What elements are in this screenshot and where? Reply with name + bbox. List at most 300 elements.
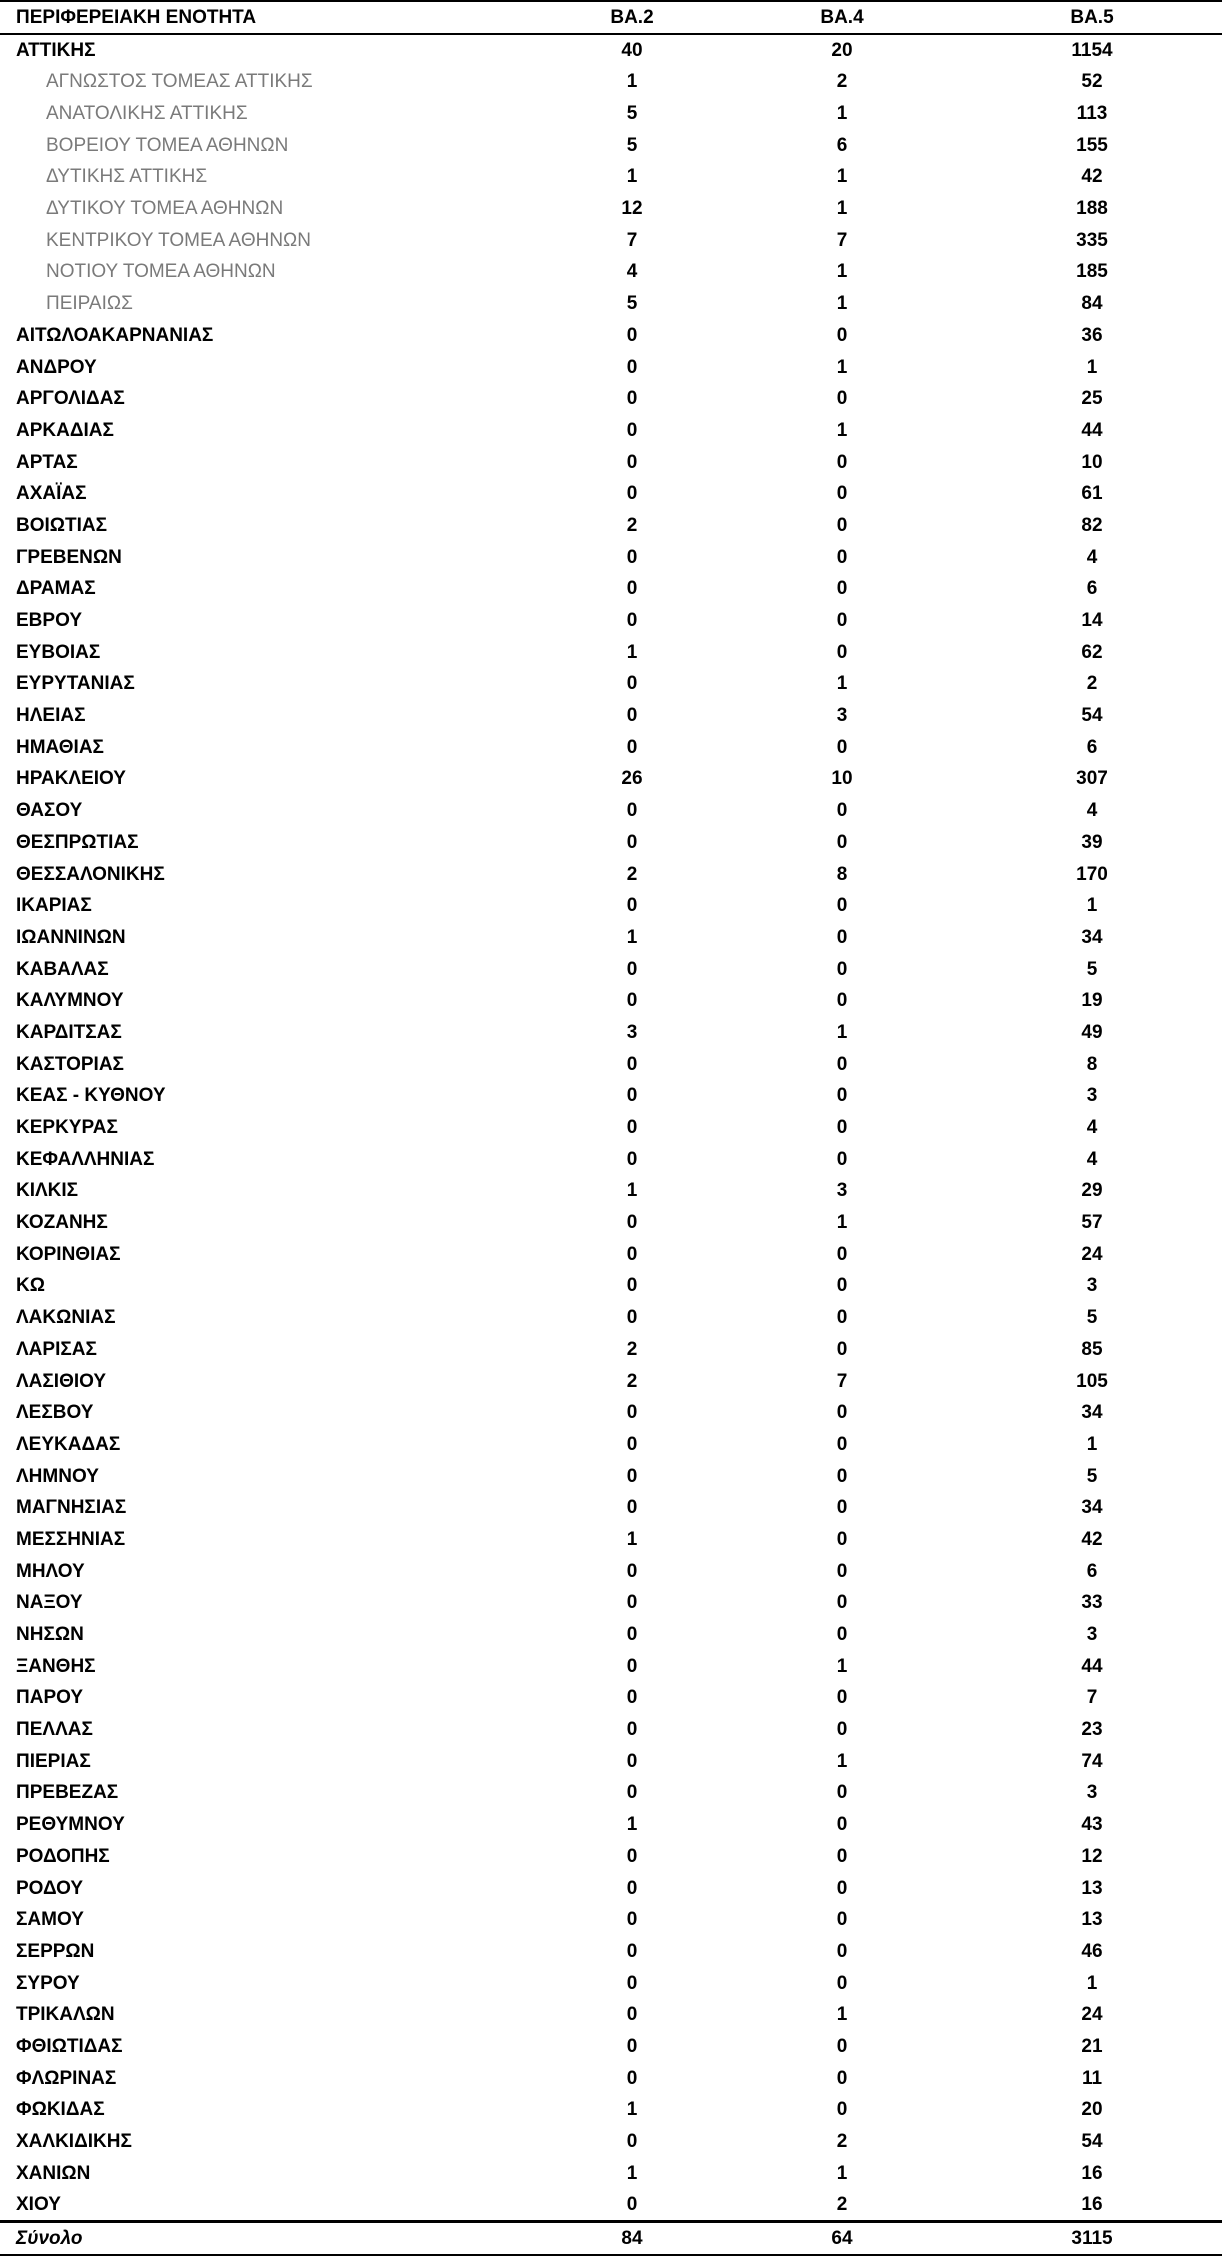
count-ba4: 0: [836, 1814, 848, 1836]
count-ba5: 24: [1081, 2004, 1103, 2026]
region-name: ΛΗΜΝΟΥ: [16, 1465, 99, 1487]
count-ba5: 33: [1081, 1592, 1103, 1614]
count-ba5: 5: [1086, 1307, 1098, 1329]
count-ba5: 6: [1086, 578, 1098, 600]
count-ba2: 0: [626, 1497, 638, 1519]
count-ba5: 16: [1081, 2194, 1103, 2216]
count-ba2: 1: [626, 1528, 638, 1550]
count-ba5: 4: [1086, 546, 1098, 568]
region-name: ΔΡΑΜΑΣ: [16, 578, 96, 600]
count-ba4: 0: [836, 1972, 848, 1994]
count-ba4: 1: [836, 261, 848, 283]
count-ba5: 307: [1076, 768, 1108, 790]
region-name: ΧΙΟΥ: [16, 2194, 61, 2216]
count-ba2: 0: [626, 1243, 638, 1265]
count-ba5: 74: [1081, 1750, 1103, 1772]
table-row: [0, 573, 1222, 605]
region-name: ΘΕΣΣΑΛΟΝΙΚΗΣ: [16, 863, 165, 885]
region-name: ΡΕΘΥΜΝΟΥ: [16, 1814, 125, 1836]
count-ba2: 0: [626, 1433, 638, 1455]
table-row: [0, 1334, 1222, 1366]
table-row: [0, 1302, 1222, 1334]
table-row: [0, 731, 1222, 763]
table-row: [0, 1175, 1222, 1207]
count-ba4: 0: [836, 1433, 848, 1455]
count-ba2: 5: [626, 103, 638, 125]
count-ba2: 0: [626, 578, 638, 600]
count-ba5: 5: [1086, 1465, 1098, 1487]
count-ba5: 4: [1086, 1117, 1098, 1139]
region-name: ΧΑΛΚΙΔΙΚΗΣ: [16, 2131, 132, 2153]
total-ba2: 84: [621, 2228, 643, 2250]
region-name: ΣΥΡΟΥ: [16, 1972, 80, 1994]
count-ba5: 54: [1081, 705, 1103, 727]
count-ba4: 0: [836, 736, 848, 758]
count-ba4: 0: [836, 926, 848, 948]
count-ba2: 0: [626, 1687, 638, 1709]
table-row: [0, 2189, 1222, 2222]
count-ba4: 3: [836, 1180, 848, 1202]
count-ba5: 44: [1081, 1655, 1103, 1677]
table-subrow: [0, 256, 1222, 288]
count-ba2: 0: [626, 2035, 638, 2057]
count-ba5: 42: [1081, 166, 1103, 188]
region-name: ΦΘΙΩΤΙΔΑΣ: [16, 2035, 123, 2057]
count-ba4: 0: [836, 1940, 848, 1962]
count-ba2: 40: [621, 40, 643, 61]
region-name: ΧΑΝΙΩΝ: [16, 2162, 91, 2184]
count-ba2: 0: [626, 1750, 638, 1772]
region-name: ΚΕΦΑΛΛΗΝΙΑΣ: [16, 1148, 155, 1170]
count-ba4: 0: [836, 1782, 848, 1804]
table-row: [0, 1429, 1222, 1461]
total-ba5: 3115: [1071, 2228, 1113, 2250]
region-name: ΚΕΡΚΥΡΑΣ: [16, 1117, 118, 1139]
count-ba2: 4: [626, 261, 638, 283]
count-ba4: 1: [836, 293, 848, 315]
count-ba2: 1: [626, 1180, 638, 1202]
region-name: ΝΑΞΟΥ: [16, 1592, 83, 1614]
table-row: [0, 541, 1222, 573]
count-ba5: 12: [1081, 1845, 1103, 1867]
count-ba2: 0: [626, 1719, 638, 1741]
count-ba4: 7: [836, 1370, 848, 1392]
table-row: [0, 1017, 1222, 1049]
count-ba5: 82: [1081, 514, 1103, 536]
count-ba2: 0: [626, 1117, 638, 1139]
count-ba4: 2: [836, 2194, 848, 2216]
table-row: [0, 2157, 1222, 2189]
table-row: [0, 1714, 1222, 1746]
region-name: ΚΟΖΑΝΗΣ: [16, 1212, 108, 1234]
region-name: ΞΑΝΘΗΣ: [16, 1655, 96, 1677]
count-ba5: 34: [1081, 926, 1103, 948]
table-row: [0, 1048, 1222, 1080]
region-name: ΑΡΤΑΣ: [16, 451, 78, 473]
count-ba4: 0: [836, 990, 848, 1012]
count-ba5: 11: [1081, 2067, 1103, 2089]
count-ba4: 1: [836, 2162, 848, 2184]
count-ba2: 0: [626, 990, 638, 1012]
table-row: [0, 922, 1222, 954]
count-ba5: 113: [1076, 103, 1108, 125]
header-ba2: BA.2: [610, 7, 654, 28]
count-ba2: 0: [626, 705, 638, 727]
count-ba2: 0: [626, 1845, 638, 1867]
count-ba4: 0: [836, 1085, 848, 1107]
count-ba2: 0: [626, 895, 638, 917]
count-ba2: 1: [626, 1814, 638, 1836]
count-ba5: 4: [1086, 800, 1098, 822]
region-name: ΘΕΣΠΡΩΤΙΑΣ: [16, 831, 139, 853]
count-ba5: 39: [1081, 831, 1103, 853]
region-name: ΘΑΣΟΥ: [16, 800, 83, 822]
count-ba4: 1: [836, 166, 848, 188]
table-row: [0, 1904, 1222, 1936]
count-ba5: 13: [1081, 1877, 1103, 1899]
table-row: [0, 1112, 1222, 1144]
count-ba2: 0: [626, 1655, 638, 1677]
table-row: [0, 1619, 1222, 1651]
count-ba4: 0: [836, 958, 848, 980]
table-row: [0, 1080, 1222, 1112]
table-row: [0, 1365, 1222, 1397]
region-name: ΠΡΕΒΕΖΑΣ: [16, 1782, 119, 1804]
region-name: ΑΙΤΩΛΟΑΚΑΡΝΑΝΙΑΣ: [16, 324, 214, 346]
count-ba4: 0: [836, 1275, 848, 1297]
count-ba2: 0: [626, 1782, 638, 1804]
count-ba5: 8: [1086, 1053, 1098, 1075]
region-name: ΚΑΣΤΟΡΙΑΣ: [16, 1053, 124, 1075]
region-name: ΝΟΤΙΟΥ ΤΟΜΕΑ ΑΘΗΝΩΝ: [46, 261, 276, 283]
count-ba2: 0: [626, 958, 638, 980]
count-ba4: 0: [836, 831, 848, 853]
count-ba5: 49: [1081, 1021, 1103, 1043]
region-name: ΑΧΑΪΑΣ: [16, 483, 87, 505]
region-name: ΣΑΜΟΥ: [16, 1909, 84, 1931]
count-ba2: 1: [626, 2099, 638, 2121]
count-ba4: 1: [836, 419, 848, 441]
count-ba5: 105: [1076, 1370, 1108, 1392]
count-ba5: 6: [1086, 1560, 1098, 1582]
count-ba2: 0: [626, 1877, 638, 1899]
region-name: ΠΑΡΟΥ: [16, 1687, 84, 1709]
count-ba4: 0: [836, 1877, 848, 1899]
header-ba4: BA.4: [820, 7, 864, 28]
count-ba5: 42: [1081, 1528, 1103, 1550]
count-ba4: 0: [836, 1465, 848, 1487]
count-ba2: 0: [626, 831, 638, 853]
count-ba2: 1: [626, 166, 638, 188]
count-ba2: 7: [626, 229, 638, 251]
region-name: ΑΝΑΤΟΛΙΚΗΣ ΑΤΤΙΚΗΣ: [46, 103, 248, 125]
count-ba5: 34: [1081, 1497, 1103, 1519]
region-name: ΗΛΕΙΑΣ: [16, 705, 86, 727]
count-ba4: 0: [836, 1053, 848, 1075]
count-ba4: 0: [836, 1528, 848, 1550]
header-ba5: BA.5: [1070, 7, 1114, 28]
count-ba4: 1: [836, 2004, 848, 2026]
count-ba2: 1: [626, 2162, 638, 2184]
count-ba4: 1: [836, 198, 848, 220]
region-name: ΔΥΤΙΚΟΥ ΤΟΜΕΑ ΑΘΗΝΩΝ: [46, 198, 284, 220]
table-row: [0, 1936, 1222, 1968]
table-row: [0, 700, 1222, 732]
count-ba5: 1: [1086, 356, 1098, 378]
count-ba2: 3: [626, 1021, 638, 1043]
table-row: [0, 985, 1222, 1017]
count-ba5: 29: [1081, 1180, 1103, 1202]
count-ba4: 0: [836, 546, 848, 568]
count-ba5: 23: [1081, 1719, 1103, 1741]
table-row: [0, 1841, 1222, 1873]
count-ba2: 0: [626, 451, 638, 473]
count-ba2: 0: [626, 2194, 638, 2216]
table-row: [0, 1967, 1222, 1999]
region-name: ΑΤΤΙΚΗΣ: [16, 40, 96, 61]
count-ba5: 7: [1086, 1687, 1098, 1709]
count-ba4: 0: [836, 1624, 848, 1646]
total-ba4: 64: [831, 2228, 853, 2250]
region-name: ΓΡΕΒΕΝΩΝ: [16, 546, 122, 568]
table-subrow: [0, 288, 1222, 320]
table-row: [0, 1999, 1222, 2031]
count-ba5: 1: [1086, 1433, 1098, 1455]
count-ba2: 2: [626, 514, 638, 536]
count-ba2: 0: [626, 1940, 638, 1962]
table-body: [0, 34, 1222, 2222]
region-name: ΠΕΛΛΑΣ: [16, 1719, 93, 1741]
count-ba2: 0: [626, 1592, 638, 1614]
table-row: [0, 2031, 1222, 2063]
count-ba2: 0: [626, 610, 638, 632]
count-ba5: 3: [1086, 1624, 1098, 1646]
count-ba5: 85: [1081, 1338, 1103, 1360]
count-ba2: 0: [626, 1053, 638, 1075]
count-ba2: 2: [626, 1338, 638, 1360]
region-name: ΛΑΣΙΘΙΟΥ: [16, 1370, 107, 1392]
count-ba5: 36: [1081, 324, 1103, 346]
region-name: ΙΚΑΡΙΑΣ: [16, 895, 92, 917]
count-ba5: 25: [1081, 388, 1103, 410]
count-ba2: 0: [626, 1402, 638, 1424]
count-ba5: 170: [1076, 863, 1108, 885]
count-ba4: 3: [836, 705, 848, 727]
count-ba2: 0: [626, 1307, 638, 1329]
count-ba5: 3: [1086, 1085, 1098, 1107]
count-ba5: 14: [1081, 610, 1103, 632]
count-ba5: 61: [1081, 483, 1103, 505]
table-row: [0, 1587, 1222, 1619]
region-name: ΑΓΝΩΣΤΟΣ ΤΟΜΕΑΣ ΑΤΤΙΚΗΣ: [46, 71, 313, 93]
region-name: ΒΟΙΩΤΙΑΣ: [16, 514, 108, 536]
table-subrow: [0, 161, 1222, 193]
region-name: ΚΕΑΣ - ΚΥΘΝΟΥ: [16, 1085, 166, 1107]
count-ba2: 0: [626, 1560, 638, 1582]
count-ba2: 0: [626, 1148, 638, 1170]
count-ba5: 46: [1081, 1940, 1103, 1962]
count-ba4: 10: [831, 768, 853, 790]
count-ba2: 0: [626, 483, 638, 505]
table-row: [0, 1745, 1222, 1777]
table-subrow: [0, 224, 1222, 256]
table-row: [0, 1682, 1222, 1714]
count-ba2: 0: [626, 324, 638, 346]
region-name: ΜΕΣΣΗΝΙΑΣ: [16, 1528, 126, 1550]
table-row: [0, 1238, 1222, 1270]
count-ba4: 0: [836, 1845, 848, 1867]
count-ba5: 3: [1086, 1782, 1098, 1804]
region-name: ΛΕΥΚΑΔΑΣ: [16, 1433, 121, 1455]
count-ba2: 0: [626, 356, 638, 378]
region-name: ΠΕΙΡΑΙΩΣ: [46, 293, 133, 315]
count-ba4: 1: [836, 1212, 848, 1234]
table-row: [0, 510, 1222, 542]
count-ba4: 0: [836, 1243, 848, 1265]
count-ba2: 0: [626, 673, 638, 695]
table-row: [0, 605, 1222, 637]
count-ba4: 0: [836, 2067, 848, 2089]
region-name: ΜΑΓΝΗΣΙΑΣ: [16, 1497, 127, 1519]
count-ba4: 0: [836, 1338, 848, 1360]
count-ba4: 0: [836, 451, 848, 473]
table-row: [0, 1650, 1222, 1682]
region-name: ΑΡΚΑΔΙΑΣ: [16, 419, 114, 441]
region-name: ΣΕΡΡΩΝ: [16, 1940, 95, 1962]
count-ba4: 0: [836, 514, 848, 536]
table-row: [0, 478, 1222, 510]
table-row: [0, 636, 1222, 668]
count-ba2: 1: [626, 926, 638, 948]
table-row: [0, 953, 1222, 985]
count-ba2: 0: [626, 2131, 638, 2153]
count-ba4: 0: [836, 1402, 848, 1424]
count-ba5: 1: [1086, 1972, 1098, 1994]
count-ba2: 0: [626, 1275, 638, 1297]
count-ba4: 1: [836, 1021, 848, 1043]
table-row: [0, 1460, 1222, 1492]
table-row: [0, 1207, 1222, 1239]
count-ba4: 1: [836, 356, 848, 378]
region-name: ΒΟΡΕΙΟΥ ΤΟΜΕΑ ΑΘΗΝΩΝ: [46, 134, 289, 156]
count-ba5: 2: [1086, 673, 1098, 695]
table-row: [0, 795, 1222, 827]
count-ba5: 10: [1081, 451, 1103, 473]
region-name: ΙΩΑΝΝΙΝΩΝ: [16, 926, 126, 948]
count-ba5: 4: [1086, 1148, 1098, 1170]
count-ba5: 54: [1081, 2131, 1103, 2153]
table-row: [0, 351, 1222, 383]
region-name: ΚΩ: [16, 1275, 45, 1297]
table-subrow: [0, 66, 1222, 98]
count-ba2: 5: [626, 134, 638, 156]
table-row: [0, 2094, 1222, 2126]
region-name: ΕΥΒΟΙΑΣ: [16, 641, 101, 663]
total-label: Σύνολο: [16, 2228, 83, 2250]
count-ba5: 44: [1081, 419, 1103, 441]
table-row: [0, 1524, 1222, 1556]
count-ba4: 0: [836, 2035, 848, 2057]
count-ba2: 2: [626, 1370, 638, 1392]
count-ba4: 0: [836, 483, 848, 505]
table-header-row: [0, 1, 1222, 34]
table-row: [0, 1809, 1222, 1841]
table-row: [0, 383, 1222, 415]
count-ba5: 185: [1076, 261, 1108, 283]
count-ba4: 2: [836, 71, 848, 93]
count-ba4: 0: [836, 1497, 848, 1519]
count-ba4: 8: [836, 863, 848, 885]
count-ba4: 0: [836, 388, 848, 410]
count-ba4: 0: [836, 324, 848, 346]
count-ba4: 0: [836, 578, 848, 600]
count-ba4: 1: [836, 673, 848, 695]
region-name: ΕΥΡΥΤΑΝΙΑΣ: [16, 673, 135, 695]
count-ba2: 0: [626, 800, 638, 822]
count-ba5: 57: [1081, 1212, 1103, 1234]
total-row: [0, 2222, 1222, 2256]
table-subrow: [0, 98, 1222, 130]
count-ba2: 0: [626, 419, 638, 441]
table-row: [0, 1777, 1222, 1809]
table-row: [0, 1143, 1222, 1175]
count-ba2: 0: [626, 1972, 638, 1994]
count-ba4: 0: [836, 800, 848, 822]
count-ba4: 20: [831, 40, 853, 61]
count-ba5: 13: [1081, 1909, 1103, 1931]
count-ba5: 24: [1081, 1243, 1103, 1265]
count-ba2: 1: [626, 641, 638, 663]
count-ba4: 7: [836, 229, 848, 251]
count-ba5: 21: [1081, 2035, 1103, 2057]
region-name: ΗΜΑΘΙΑΣ: [16, 736, 104, 758]
region-name: ΚΑΒΑΛΑΣ: [16, 958, 109, 980]
count-ba4: 0: [836, 641, 848, 663]
count-ba5: 16: [1081, 2162, 1103, 2184]
count-ba2: 1: [626, 71, 638, 93]
table-subrow: [0, 129, 1222, 161]
header-region: ΠΕΡΙΦΕΡΕΙΑΚΗ ΕΝΟΤΗΤΑ: [16, 7, 257, 28]
count-ba2: 0: [626, 546, 638, 568]
count-ba5: 3: [1086, 1275, 1098, 1297]
count-ba5: 188: [1076, 198, 1108, 220]
count-ba4: 0: [836, 1687, 848, 1709]
count-ba2: 12: [621, 198, 643, 220]
count-ba2: 0: [626, 1212, 638, 1234]
region-name: ΡΟΔΟΠΗΣ: [16, 1845, 110, 1867]
region-name: ΗΡΑΚΛΕΙΟΥ: [16, 768, 126, 790]
region-name: ΛΑΡΙΣΑΣ: [16, 1338, 97, 1360]
count-ba4: 0: [836, 1307, 848, 1329]
count-ba4: 0: [836, 1909, 848, 1931]
region-name: ΦΩΚΙΔΑΣ: [16, 2099, 105, 2121]
count-ba5: 1: [1086, 895, 1098, 917]
count-ba4: 1: [836, 103, 848, 125]
count-ba4: 1: [836, 1750, 848, 1772]
count-ba4: 0: [836, 1719, 848, 1741]
table-row: [0, 858, 1222, 890]
table-row: [0, 827, 1222, 859]
table-row: [0, 2062, 1222, 2094]
table-row: [0, 320, 1222, 352]
table-row: [0, 890, 1222, 922]
count-ba4: 0: [836, 2099, 848, 2121]
count-ba2: 2: [626, 863, 638, 885]
count-ba4: 0: [836, 1560, 848, 1582]
count-ba2: 0: [626, 1909, 638, 1931]
count-ba5: 1154: [1071, 40, 1113, 61]
count-ba4: 0: [836, 895, 848, 917]
